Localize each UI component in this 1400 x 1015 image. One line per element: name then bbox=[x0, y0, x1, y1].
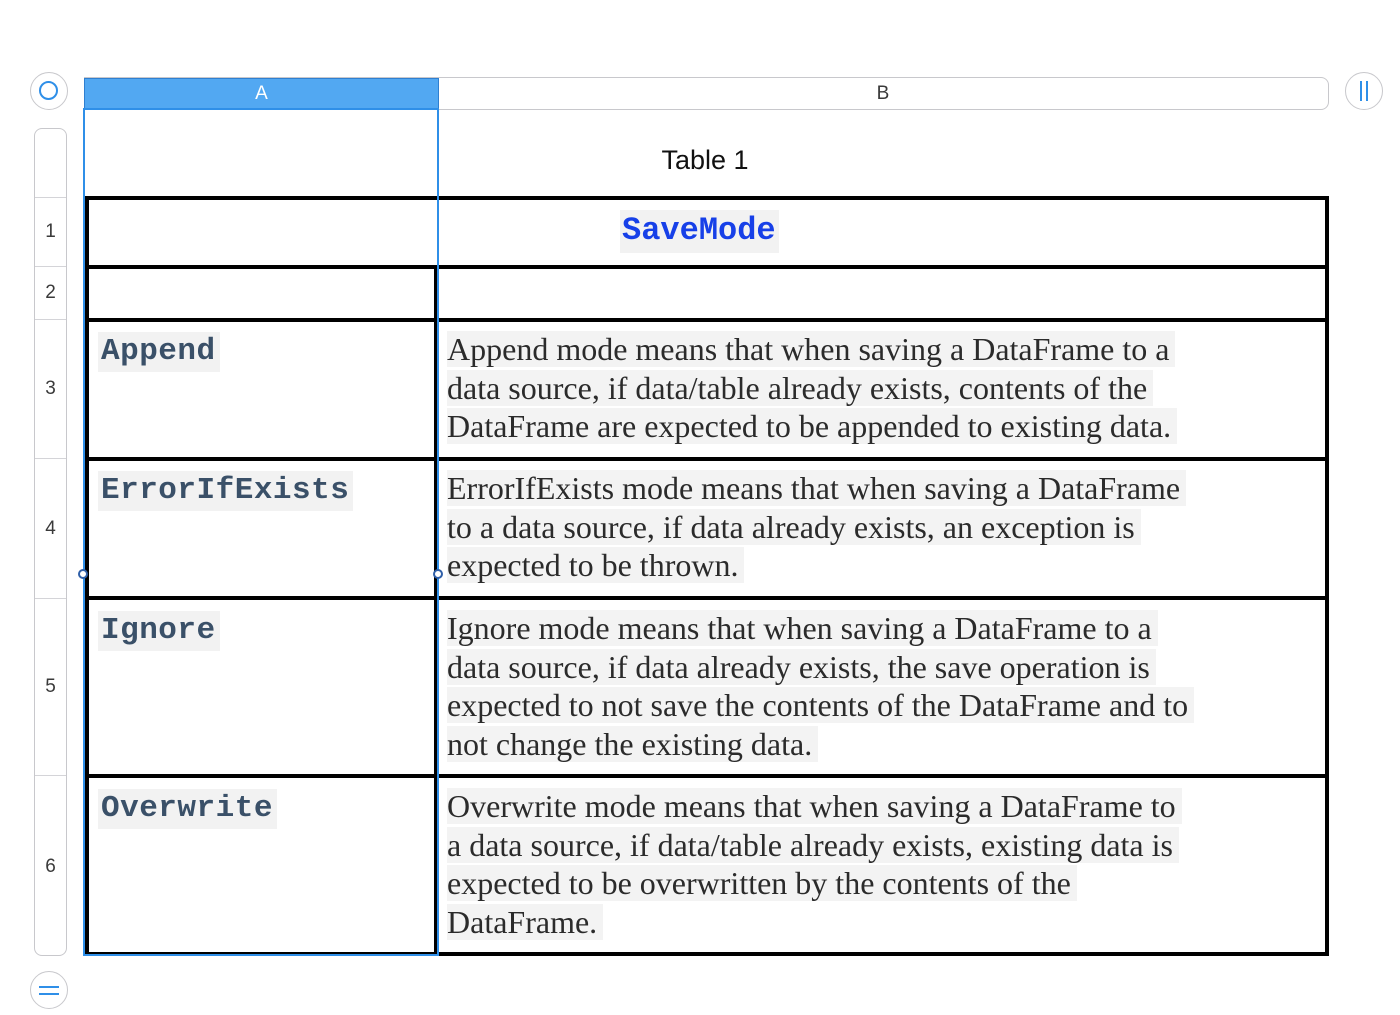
add-column-button[interactable] bbox=[1345, 72, 1383, 110]
selection-resize-handle-right[interactable] bbox=[433, 569, 443, 579]
row-divider bbox=[89, 774, 1325, 778]
description-line: expected to be thrown. bbox=[447, 547, 744, 583]
description-line: DataFrame. bbox=[447, 904, 603, 940]
description-line: DataFrame are expected to be appended to existing data. bbox=[447, 408, 1177, 444]
description-line: Ignore mode means that when saving a DataFrame to a bbox=[447, 610, 1158, 646]
select-all-button[interactable] bbox=[30, 72, 68, 110]
row-divider bbox=[89, 596, 1325, 600]
description-cell-append[interactable] bbox=[447, 330, 1317, 446]
row-header-bar bbox=[34, 128, 67, 956]
column-header-bar bbox=[84, 77, 1329, 110]
description-line: ErrorIfExists mode means that when saving a DataFrame bbox=[447, 470, 1186, 506]
column-header-a[interactable]: A bbox=[84, 78, 439, 109]
description-cell-overwrite[interactable] bbox=[447, 787, 1317, 941]
description-line: expected to not save the contents of the DataFrame and to bbox=[447, 687, 1194, 723]
row-header-6[interactable]: 6 bbox=[35, 775, 66, 956]
row-header-2[interactable]: 2 bbox=[35, 266, 66, 319]
description-line: expected to be overwritten by the contents of the bbox=[447, 865, 1077, 901]
circle-icon bbox=[39, 81, 58, 100]
row-header-5[interactable]: 5 bbox=[35, 598, 66, 775]
description-line: to a data source, if data already exists, an exception is bbox=[447, 509, 1141, 545]
description-cell-errorifexists[interactable] bbox=[447, 469, 1317, 585]
table-title[interactable]: Table 1 bbox=[661, 145, 749, 175]
column-header-b[interactable]: B bbox=[876, 82, 890, 104]
column-handle-icon bbox=[1346, 73, 1382, 109]
row-divider bbox=[89, 457, 1325, 461]
description-line: a data source, if data/table already exists, existing data is bbox=[447, 827, 1179, 863]
description-line: Append mode means that when saving a DataFrame to a bbox=[447, 331, 1175, 367]
mode-cell-ignore[interactable]: Ignore bbox=[98, 611, 220, 651]
description-line: data source, if data/table already exists, contents of the bbox=[447, 370, 1153, 406]
selection-resize-handle-left[interactable] bbox=[78, 569, 88, 579]
description-line: not change the existing data. bbox=[447, 726, 818, 762]
row-header-1[interactable]: 1 bbox=[35, 197, 66, 266]
description-line: data source, if data already exists, the save operation is bbox=[447, 649, 1156, 685]
row-header-3[interactable]: 3 bbox=[35, 319, 66, 458]
description-cell-ignore[interactable] bbox=[447, 609, 1317, 763]
mode-cell-errorifexists[interactable]: ErrorIfExists bbox=[98, 471, 353, 511]
row-header-4[interactable]: 4 bbox=[35, 458, 66, 598]
mode-cell-overwrite[interactable]: Overwrite bbox=[98, 789, 277, 829]
row-handle-icon bbox=[31, 972, 67, 1008]
savemode-header[interactable]: SaveMode bbox=[620, 210, 779, 253]
column-divider bbox=[434, 265, 438, 956]
row-divider bbox=[89, 318, 1325, 322]
mode-cell-append[interactable]: Append bbox=[98, 332, 220, 372]
description-line: Overwrite mode means that when saving a DataFrame to bbox=[447, 788, 1182, 824]
add-row-button[interactable] bbox=[30, 971, 68, 1009]
row-divider bbox=[89, 265, 1325, 269]
